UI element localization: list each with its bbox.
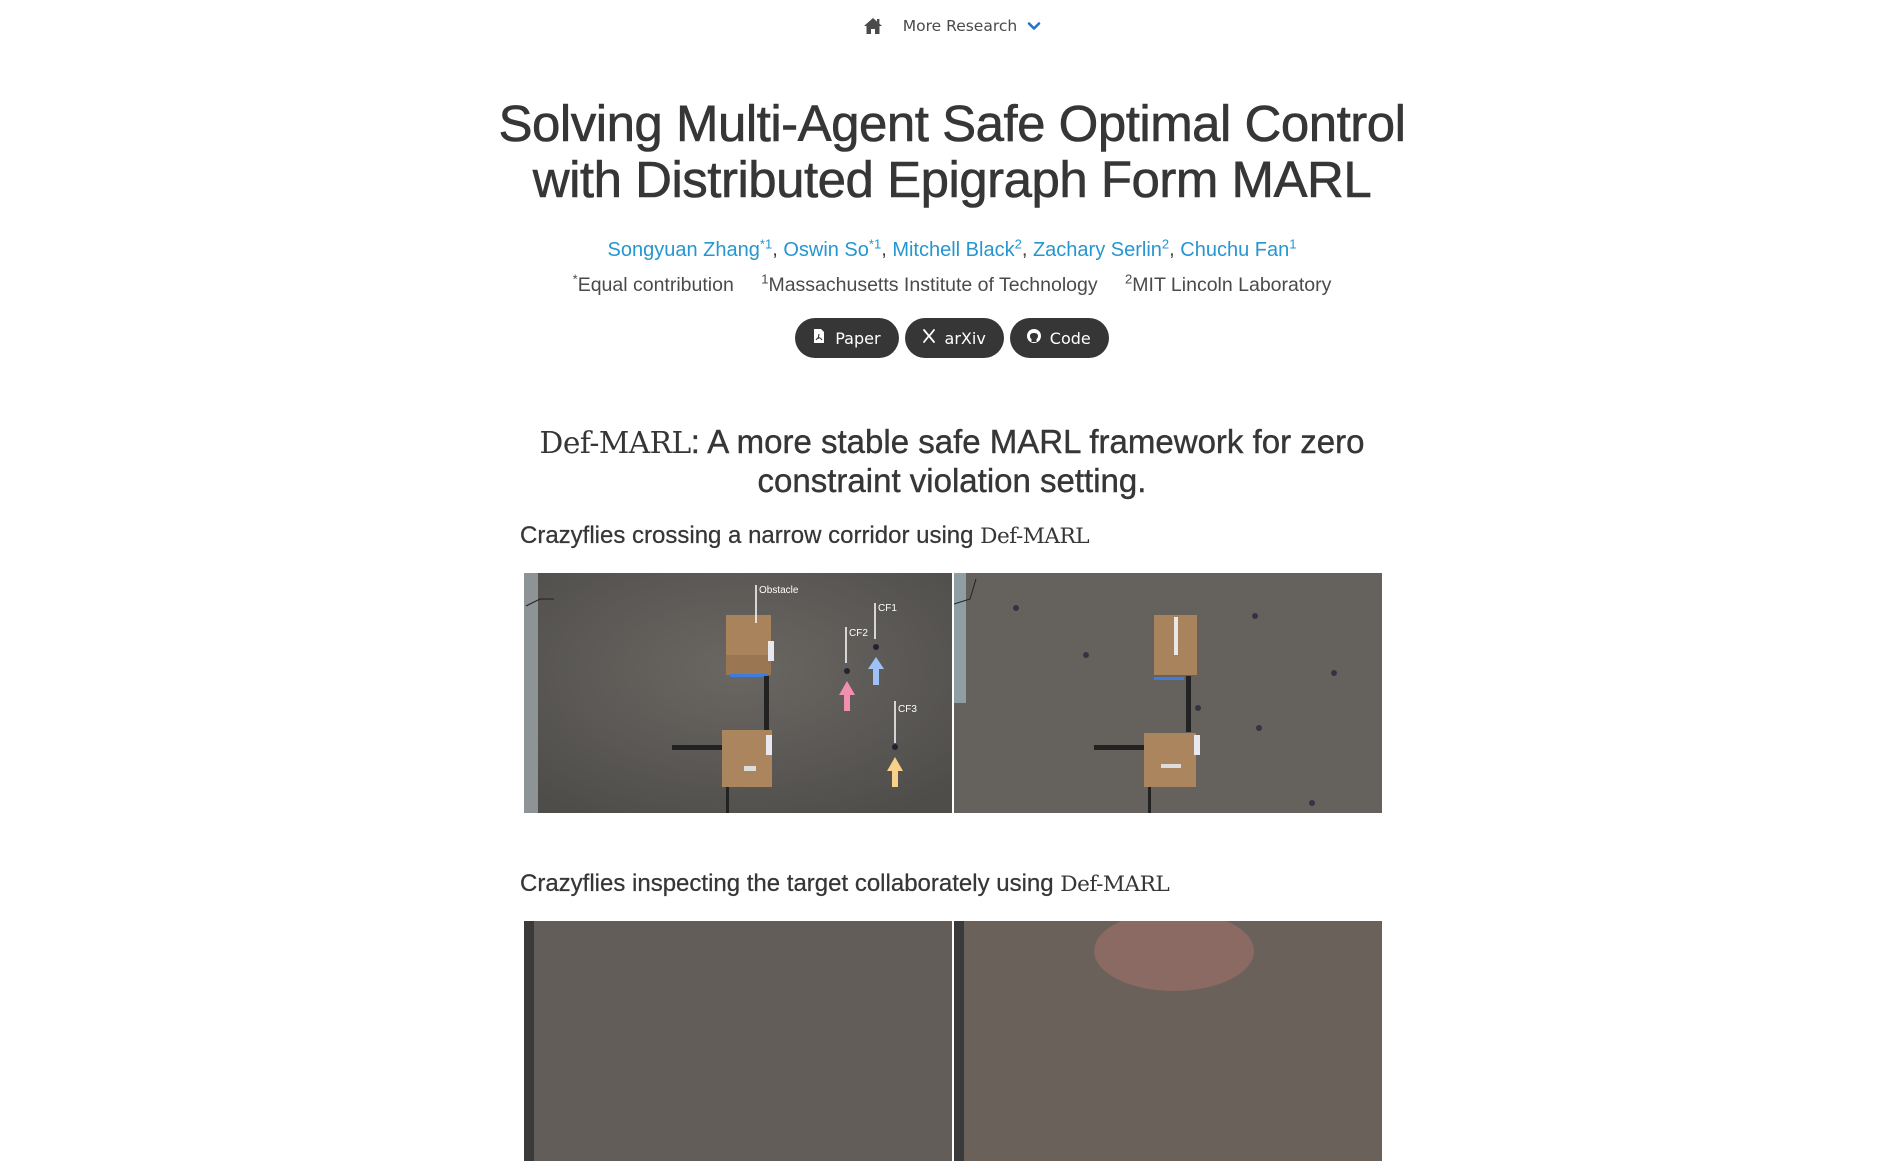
arxiv-button-label: arXiv (944, 328, 986, 348)
github-icon (1026, 328, 1042, 348)
title-line-1: Solving Multi-Agent Safe Optimal Control (498, 95, 1406, 152)
more-research-label: More Research (902, 17, 1018, 35)
pdf-file-icon (811, 328, 827, 348)
chevron-down-icon (1027, 19, 1041, 33)
author-link[interactable]: Chuchu Fan$^1$ (1180, 236, 1297, 261)
section-heading-inspection: Crazyflies inspecting the target collaborately using Def-MARL (520, 870, 1170, 897)
author-link[interactable]: Mitchell Black$^2$ (892, 236, 1022, 261)
author-link[interactable]: Songyuan Zhang$^{*1}$ (607, 236, 773, 261)
section-subtitle: Def-MARL: A more stable safe MARL framework for zero constraint violation setting. (539, 423, 1365, 499)
section-heading-corridor: Crazyflies crossing a narrow corridor using Def-MARL (520, 522, 1090, 549)
link-buttons (0, 318, 1904, 358)
arxiv-button[interactable] (905, 318, 1004, 358)
video-corridor-raw[interactable] (954, 573, 1382, 813)
affiliations (0, 271, 1904, 297)
title-line-2: with Distributed Epigraph Form MARL (532, 151, 1372, 208)
svg-text:CF1: CF1 (878, 603, 897, 614)
video-inspection-1[interactable] (524, 921, 952, 1161)
author-list: Songyuan Zhang$^{*1}$, Oswin So$^{*1}$, Mitchell Black$^2$, Zachary Serlin$^2$, Chuchu Fan$^1$ (607, 236, 1297, 261)
svg-text:Obstacle: Obstacle (759, 585, 799, 596)
more-research-dropdown[interactable] (903, 17, 1041, 35)
paper-button[interactable] (795, 318, 898, 358)
home-icon[interactable] (863, 17, 883, 35)
video-inspection-2[interactable] (954, 921, 1382, 1161)
author-link[interactable]: Zachary Serlin$^2$ (1032, 236, 1170, 261)
paper-button-label: Paper (835, 328, 881, 348)
code-button[interactable] (1010, 318, 1109, 358)
code-button-label: Code (1049, 328, 1091, 348)
affiliation: $^2$MIT Lincoln Laboratory (1125, 271, 1332, 296)
affiliation: *Equal contribution (572, 271, 734, 296)
top-navbar (0, 0, 1904, 52)
affiliation: $^1$Massachusetts Institute of Technology (761, 271, 1098, 296)
svg-text:CF3: CF3 (898, 704, 917, 715)
svg-text:CF2: CF2 (849, 628, 868, 639)
author-link[interactable]: Oswin So$^{*1}$ (783, 236, 882, 261)
arxiv-x-icon (921, 328, 937, 348)
method-name: Def-MARL (539, 426, 691, 461)
page-title (0, 96, 1904, 208)
video-corridor-annotated[interactable] (524, 573, 952, 813)
